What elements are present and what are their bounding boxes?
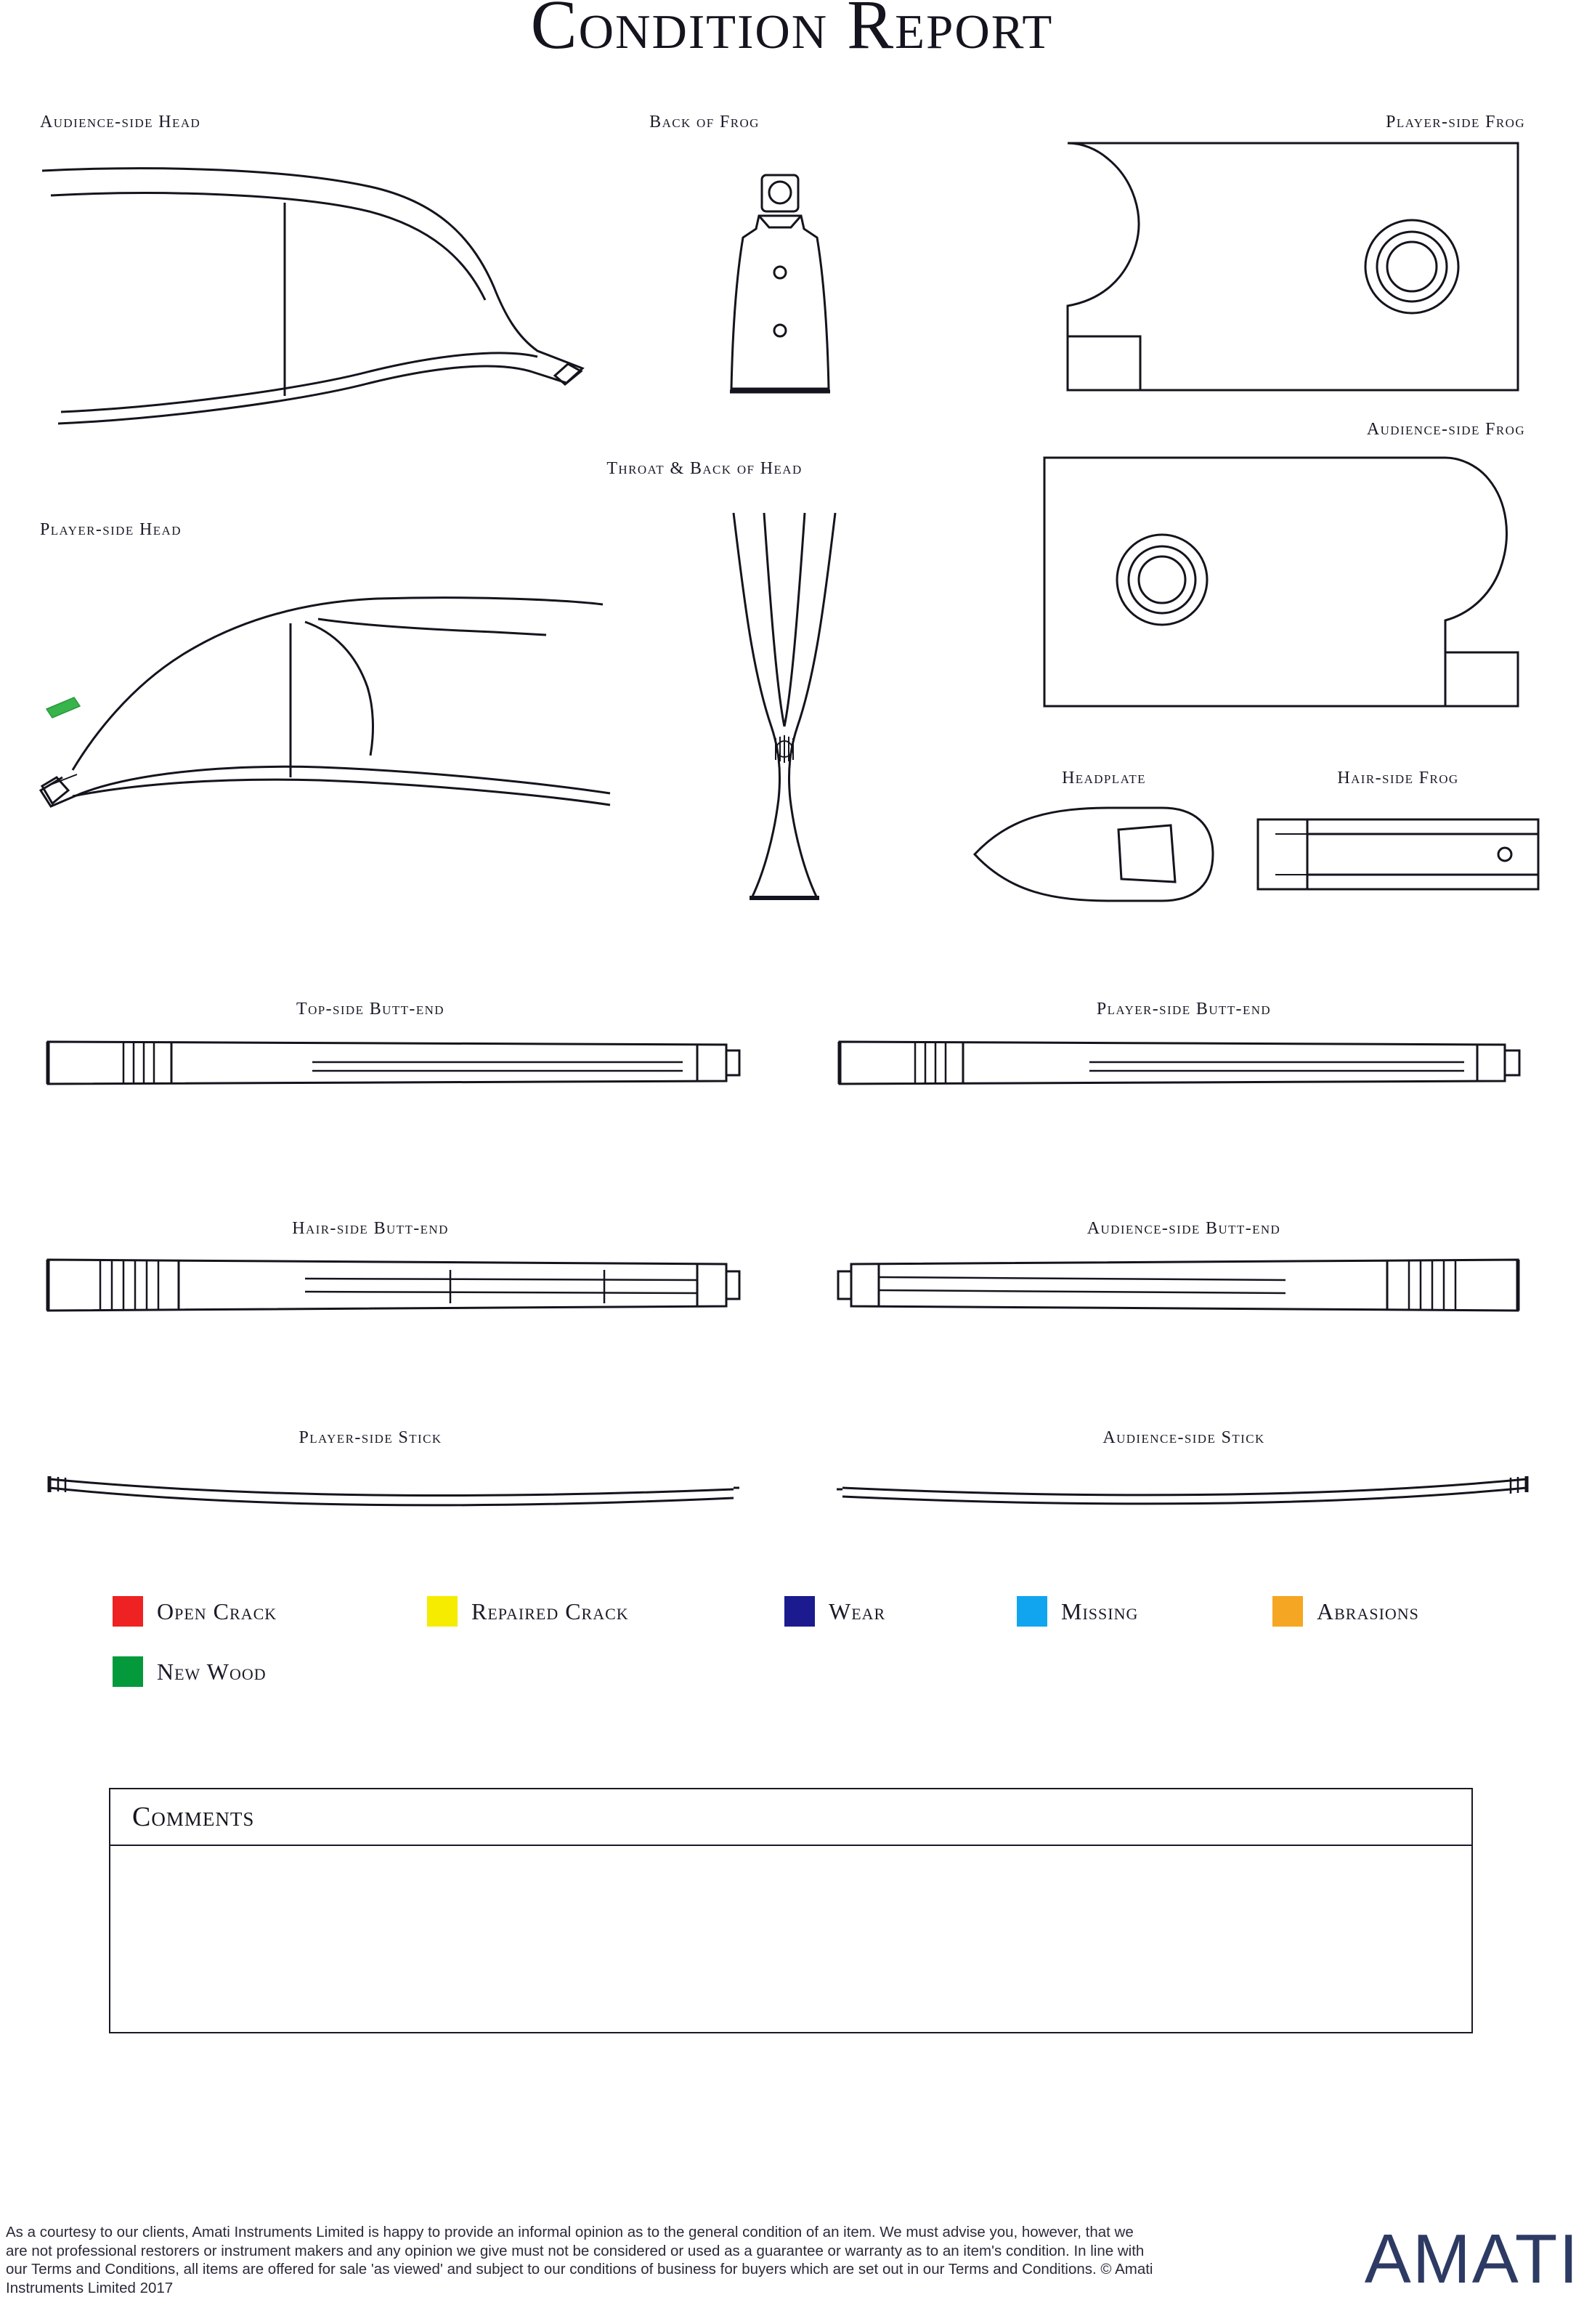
comments-title: Comments bbox=[132, 1802, 255, 1832]
diagram-audience-side-head bbox=[29, 149, 625, 454]
comments-input-area[interactable] bbox=[110, 1846, 1471, 2033]
diagram-hair-side-butt-end bbox=[44, 1250, 734, 1322]
diagram-player-side-butt-end bbox=[835, 1030, 1525, 1096]
diagram-player-side-stick bbox=[36, 1460, 755, 1511]
diagram-player-side-head bbox=[29, 559, 625, 865]
brand-logo: AMATI bbox=[1364, 2220, 1580, 2298]
caption-throat-back-of-head: Throat & Back of Head bbox=[606, 459, 803, 478]
legend-swatch-missing bbox=[1017, 1596, 1047, 1627]
legend-swatch-new-wood bbox=[113, 1656, 143, 1687]
caption-top-side-butt-end: Top-side Butt-end bbox=[296, 1000, 444, 1019]
legend-item-open-crack bbox=[113, 1596, 277, 1627]
caption-audience-side-head: Audience-side Head bbox=[40, 113, 201, 131]
legend-item-missing bbox=[1017, 1596, 1138, 1627]
caption-audience-side-frog: Audience-side Frog bbox=[1366, 420, 1525, 439]
diagram-throat-back-of-head bbox=[712, 509, 857, 901]
legend-label-missing: Missing bbox=[1061, 1598, 1139, 1624]
legend-item-wear bbox=[784, 1596, 885, 1627]
comments-box bbox=[109, 1788, 1473, 2033]
marking-new-wood bbox=[42, 692, 100, 721]
caption-player-side-head: Player-side Head bbox=[40, 520, 182, 539]
caption-hair-side-frog: Hair-side Frog bbox=[1337, 769, 1459, 788]
diagram-back-of-frog bbox=[708, 171, 853, 410]
legend-label-new-wood: New Wood bbox=[157, 1658, 267, 1685]
legend-item-repaired-crack bbox=[427, 1596, 629, 1627]
caption-hair-side-butt-end: Hair-side Butt-end bbox=[292, 1219, 449, 1238]
legend-item-new-wood bbox=[113, 1656, 267, 1687]
legend-label-abrasions: Abrasions bbox=[1317, 1598, 1419, 1624]
legend-label-open-crack: Open Crack bbox=[157, 1598, 277, 1624]
caption-audience-side-butt-end: Audience-side Butt-end bbox=[1087, 1219, 1281, 1238]
footer-disclaimer: As a courtesy to our clients, Amati Instruments Limited is happy to provide an informal opinion as to the general condition of an item. We must advise you, however, that we are not professional restorers or instrument makers and any opinion we give must not be considered or used as a guarantee or warranty as to an item's condition. In line with our Terms and Conditions, all items are offered for sale 'as viewed' and subject to our conditions of business for buyers which are set out in our Terms and Conditions. © Amati Instruments Limited 2017 bbox=[6, 2224, 1153, 2296]
legend-label-wear: Wear bbox=[829, 1598, 886, 1624]
caption-player-side-stick: Player-side Stick bbox=[298, 1428, 442, 1447]
caption-back-of-frog: Back of Frog bbox=[649, 113, 760, 131]
legend-swatch-abrasions bbox=[1272, 1596, 1303, 1627]
legend-label-repaired-crack: Repaired Crack bbox=[471, 1598, 629, 1624]
caption-audience-side-stick: Audience-side Stick bbox=[1102, 1428, 1265, 1447]
comments-header bbox=[110, 1789, 1471, 1846]
caption-player-side-butt-end: Player-side Butt-end bbox=[1096, 1000, 1272, 1019]
diagram-top-side-butt-end bbox=[44, 1030, 734, 1096]
diagram-headplate bbox=[966, 803, 1220, 905]
caption-headplate: Headplate bbox=[1062, 769, 1146, 788]
legend-swatch-repaired-crack bbox=[427, 1596, 458, 1627]
diagram-audience-side-stick bbox=[828, 1460, 1547, 1511]
legend-swatch-open-crack bbox=[113, 1596, 143, 1627]
caption-player-side-frog: Player-side Frog bbox=[1386, 113, 1525, 131]
legend-item-abrasions bbox=[1272, 1596, 1419, 1627]
diagram-hair-side-frog bbox=[1254, 803, 1544, 905]
page-title: Condition Report bbox=[530, 0, 1054, 63]
diagram-audience-side-butt-end bbox=[835, 1250, 1525, 1322]
diagram-player-side-frog bbox=[1039, 134, 1532, 403]
legend-swatch-wear bbox=[784, 1596, 815, 1627]
diagram-audience-side-frog bbox=[1039, 450, 1532, 719]
